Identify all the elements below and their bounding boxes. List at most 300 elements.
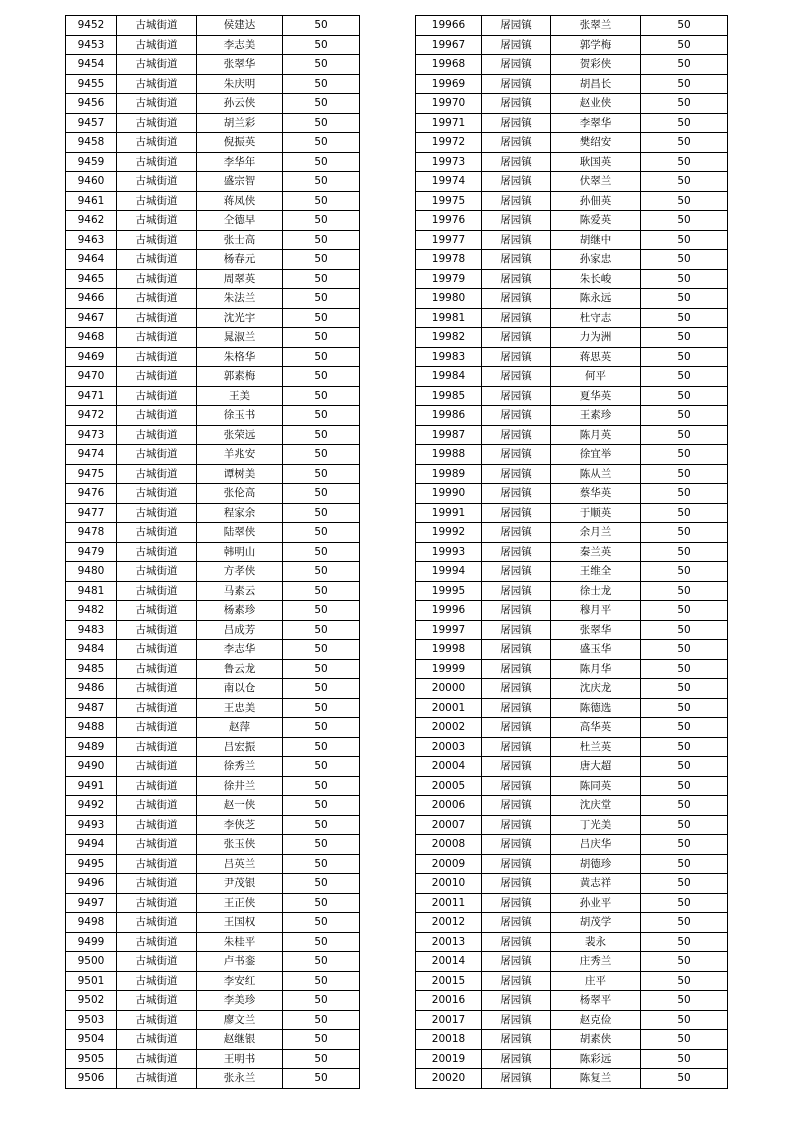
name-cell: 沈庆堂 <box>551 796 641 816</box>
row-number-cell: 9477 <box>66 503 117 523</box>
table-row <box>416 874 728 894</box>
table-row <box>66 308 360 328</box>
amount-cell: 50 <box>283 913 360 933</box>
amount-cell: 50 <box>641 328 728 348</box>
amount-cell: 50 <box>641 679 728 699</box>
row-number-cell: 19977 <box>416 230 482 250</box>
name-cell: 赵克俭 <box>551 1010 641 1030</box>
name-cell: 王美 <box>197 386 283 406</box>
area-cell: 古城街道 <box>117 328 197 348</box>
table-row <box>66 250 360 270</box>
row-number-cell: 9475 <box>66 464 117 484</box>
name-cell: 杜守志 <box>551 308 641 328</box>
area-cell: 屠园镇 <box>482 191 551 211</box>
amount-cell: 50 <box>283 718 360 738</box>
table-row <box>66 932 360 952</box>
area-cell: 屠园镇 <box>482 55 551 75</box>
table-row <box>66 74 360 94</box>
row-number-cell: 20010 <box>416 874 482 894</box>
amount-cell: 50 <box>641 893 728 913</box>
area-cell: 古城街道 <box>117 191 197 211</box>
name-cell: 伏翠兰 <box>551 172 641 192</box>
name-cell: 孙佃英 <box>551 191 641 211</box>
right-roster-body <box>416 16 728 1089</box>
row-number-cell: 19980 <box>416 289 482 309</box>
row-number-cell: 19975 <box>416 191 482 211</box>
amount-cell: 50 <box>641 523 728 543</box>
row-number-cell: 19995 <box>416 581 482 601</box>
name-cell: 张士高 <box>197 230 283 250</box>
table-row <box>416 757 728 777</box>
area-cell: 屠园镇 <box>482 35 551 55</box>
amount-cell: 50 <box>641 1069 728 1089</box>
name-cell: 朱长峻 <box>551 269 641 289</box>
table-row <box>66 113 360 133</box>
amount-cell: 50 <box>641 16 728 36</box>
row-number-cell: 19999 <box>416 659 482 679</box>
area-cell: 古城街道 <box>117 952 197 972</box>
row-number-cell: 9490 <box>66 757 117 777</box>
name-cell: 陈同英 <box>551 776 641 796</box>
name-cell: 鲁云龙 <box>197 659 283 679</box>
name-cell: 李志华 <box>197 640 283 660</box>
row-number-cell: 9499 <box>66 932 117 952</box>
table-row <box>66 35 360 55</box>
amount-cell: 50 <box>283 893 360 913</box>
area-cell: 屠园镇 <box>482 542 551 562</box>
amount-cell: 50 <box>641 386 728 406</box>
amount-cell: 50 <box>283 542 360 562</box>
left-roster-body <box>66 16 360 1089</box>
row-number-cell: 9464 <box>66 250 117 270</box>
row-number-cell: 9503 <box>66 1010 117 1030</box>
amount-cell: 50 <box>641 1010 728 1030</box>
name-cell: 张玉侠 <box>197 835 283 855</box>
table-row <box>66 737 360 757</box>
amount-cell: 50 <box>641 425 728 445</box>
table-row <box>66 367 360 387</box>
row-number-cell: 20003 <box>416 737 482 757</box>
amount-cell: 50 <box>641 211 728 231</box>
row-number-cell: 19972 <box>416 133 482 153</box>
area-cell: 屠园镇 <box>482 581 551 601</box>
area-cell: 古城街道 <box>117 347 197 367</box>
row-number-cell: 19985 <box>416 386 482 406</box>
row-number-cell: 9456 <box>66 94 117 114</box>
table-row <box>416 328 728 348</box>
row-number-cell: 9474 <box>66 445 117 465</box>
amount-cell: 50 <box>283 464 360 484</box>
row-number-cell: 20013 <box>416 932 482 952</box>
row-number-cell: 9501 <box>66 971 117 991</box>
row-number-cell: 20008 <box>416 835 482 855</box>
row-number-cell: 20020 <box>416 1069 482 1089</box>
amount-cell: 50 <box>283 406 360 426</box>
table-row <box>66 913 360 933</box>
table-row <box>416 698 728 718</box>
row-number-cell: 20000 <box>416 679 482 699</box>
name-cell: 李侠芝 <box>197 815 283 835</box>
table-row <box>416 445 728 465</box>
name-cell: 赵业侠 <box>551 94 641 114</box>
name-cell: 朱桂平 <box>197 932 283 952</box>
amount-cell: 50 <box>283 211 360 231</box>
area-cell: 古城街道 <box>117 1049 197 1069</box>
table-row <box>416 484 728 504</box>
amount-cell: 50 <box>283 952 360 972</box>
amount-cell: 50 <box>641 94 728 114</box>
area-cell: 古城街道 <box>117 35 197 55</box>
area-cell: 古城街道 <box>117 133 197 153</box>
amount-cell: 50 <box>641 874 728 894</box>
table-row <box>66 659 360 679</box>
area-cell: 古城街道 <box>117 542 197 562</box>
name-cell: 朱庆明 <box>197 74 283 94</box>
table-row <box>66 152 360 172</box>
row-number-cell: 19981 <box>416 308 482 328</box>
name-cell: 胡德珍 <box>551 854 641 874</box>
table-row <box>416 562 728 582</box>
name-cell: 张荣远 <box>197 425 283 445</box>
name-cell: 胡昌长 <box>551 74 641 94</box>
table-row <box>416 250 728 270</box>
area-cell: 古城街道 <box>117 757 197 777</box>
table-row <box>66 55 360 75</box>
table-row <box>416 55 728 75</box>
amount-cell: 50 <box>641 542 728 562</box>
table-row <box>66 464 360 484</box>
table-row <box>416 601 728 621</box>
amount-cell: 50 <box>283 698 360 718</box>
row-number-cell: 20006 <box>416 796 482 816</box>
table-row <box>66 269 360 289</box>
row-number-cell: 9502 <box>66 991 117 1011</box>
row-number-cell: 9458 <box>66 133 117 153</box>
amount-cell: 50 <box>283 1010 360 1030</box>
table-row <box>66 640 360 660</box>
table-row <box>416 620 728 640</box>
amount-cell: 50 <box>283 854 360 874</box>
name-cell: 胡兰彩 <box>197 113 283 133</box>
amount-cell: 50 <box>283 55 360 75</box>
area-cell: 屠园镇 <box>482 698 551 718</box>
table-row <box>416 737 728 757</box>
table-row <box>416 581 728 601</box>
area-cell: 古城街道 <box>117 1030 197 1050</box>
table-row <box>66 425 360 445</box>
table-row <box>416 133 728 153</box>
name-cell: 吕英兰 <box>197 854 283 874</box>
name-cell: 高华英 <box>551 718 641 738</box>
name-cell: 陆翠侠 <box>197 523 283 543</box>
name-cell: 胡素侠 <box>551 1030 641 1050</box>
amount-cell: 50 <box>641 952 728 972</box>
area-cell: 古城街道 <box>117 94 197 114</box>
row-number-cell: 9472 <box>66 406 117 426</box>
row-number-cell: 9461 <box>66 191 117 211</box>
area-cell: 古城街道 <box>117 659 197 679</box>
row-number-cell: 19994 <box>416 562 482 582</box>
area-cell: 古城街道 <box>117 815 197 835</box>
table-row <box>66 230 360 250</box>
area-cell: 古城街道 <box>117 640 197 660</box>
area-cell: 古城街道 <box>117 913 197 933</box>
area-cell: 古城街道 <box>117 484 197 504</box>
table-row <box>66 698 360 718</box>
area-cell: 古城街道 <box>117 893 197 913</box>
amount-cell: 50 <box>283 776 360 796</box>
amount-cell: 50 <box>641 562 728 582</box>
row-number-cell: 9489 <box>66 737 117 757</box>
area-cell: 古城街道 <box>117 445 197 465</box>
area-cell: 古城街道 <box>117 562 197 582</box>
amount-cell: 50 <box>283 835 360 855</box>
amount-cell: 50 <box>641 35 728 55</box>
table-row <box>66 406 360 426</box>
area-cell: 古城街道 <box>117 776 197 796</box>
area-cell: 古城街道 <box>117 971 197 991</box>
row-number-cell: 20019 <box>416 1049 482 1069</box>
amount-cell: 50 <box>283 581 360 601</box>
name-cell: 李志美 <box>197 35 283 55</box>
row-number-cell: 19993 <box>416 542 482 562</box>
name-cell: 徐士龙 <box>551 581 641 601</box>
table-row <box>416 835 728 855</box>
area-cell: 屠园镇 <box>482 874 551 894</box>
row-number-cell: 20012 <box>416 913 482 933</box>
amount-cell: 50 <box>283 874 360 894</box>
table-row <box>66 952 360 972</box>
row-number-cell: 19976 <box>416 211 482 231</box>
area-cell: 屠园镇 <box>482 1030 551 1050</box>
table-row <box>416 523 728 543</box>
table-row <box>66 874 360 894</box>
amount-cell: 50 <box>641 620 728 640</box>
area-cell: 古城街道 <box>117 230 197 250</box>
amount-cell: 50 <box>283 796 360 816</box>
name-cell: 朱格华 <box>197 347 283 367</box>
row-number-cell: 9497 <box>66 893 117 913</box>
table-row <box>416 308 728 328</box>
table-row <box>66 289 360 309</box>
table-row <box>66 620 360 640</box>
row-number-cell: 9481 <box>66 581 117 601</box>
table-row <box>66 1010 360 1030</box>
table-row <box>66 679 360 699</box>
table-row <box>66 971 360 991</box>
table-row <box>416 191 728 211</box>
area-cell: 屠园镇 <box>482 640 551 660</box>
amount-cell: 50 <box>283 230 360 250</box>
amount-cell: 50 <box>641 55 728 75</box>
name-cell: 张伦高 <box>197 484 283 504</box>
table-row <box>416 1010 728 1030</box>
table-row <box>416 152 728 172</box>
area-cell: 屠园镇 <box>482 211 551 231</box>
table-row <box>66 796 360 816</box>
area-cell: 古城街道 <box>117 55 197 75</box>
amount-cell: 50 <box>283 971 360 991</box>
amount-cell: 50 <box>641 172 728 192</box>
area-cell: 屠园镇 <box>482 991 551 1011</box>
name-cell: 力为洲 <box>551 328 641 348</box>
name-cell: 李翠华 <box>551 113 641 133</box>
amount-cell: 50 <box>641 464 728 484</box>
row-number-cell: 19986 <box>416 406 482 426</box>
area-cell: 屠园镇 <box>482 562 551 582</box>
name-cell: 沈光宇 <box>197 308 283 328</box>
row-number-cell: 9459 <box>66 152 117 172</box>
name-cell: 羊兆安 <box>197 445 283 465</box>
row-number-cell: 19969 <box>416 74 482 94</box>
table-row <box>416 1069 728 1089</box>
table-row <box>416 815 728 835</box>
name-cell: 赵萍 <box>197 718 283 738</box>
amount-cell: 50 <box>641 776 728 796</box>
name-cell: 吕成芳 <box>197 620 283 640</box>
area-cell: 屠园镇 <box>482 308 551 328</box>
row-number-cell: 9493 <box>66 815 117 835</box>
area-cell: 古城街道 <box>117 113 197 133</box>
table-row <box>66 523 360 543</box>
name-cell: 于顺英 <box>551 503 641 523</box>
name-cell: 廖文兰 <box>197 1010 283 1030</box>
area-cell: 古城街道 <box>117 289 197 309</box>
amount-cell: 50 <box>641 152 728 172</box>
row-number-cell: 9496 <box>66 874 117 894</box>
name-cell: 徐井兰 <box>197 776 283 796</box>
area-cell: 屠园镇 <box>482 1049 551 1069</box>
amount-cell: 50 <box>641 230 728 250</box>
row-number-cell: 9492 <box>66 796 117 816</box>
area-cell: 古城街道 <box>117 1069 197 1089</box>
row-number-cell: 19979 <box>416 269 482 289</box>
row-number-cell: 9476 <box>66 484 117 504</box>
row-number-cell: 20009 <box>416 854 482 874</box>
table-row <box>416 542 728 562</box>
amount-cell: 50 <box>641 698 728 718</box>
row-number-cell: 9455 <box>66 74 117 94</box>
amount-cell: 50 <box>283 74 360 94</box>
row-number-cell: 9468 <box>66 328 117 348</box>
table-row <box>416 289 728 309</box>
name-cell: 陈月英 <box>551 425 641 445</box>
name-cell: 沈庆龙 <box>551 679 641 699</box>
name-cell: 蒋凤侠 <box>197 191 283 211</box>
row-number-cell: 9462 <box>66 211 117 231</box>
area-cell: 古城街道 <box>117 796 197 816</box>
amount-cell: 50 <box>641 835 728 855</box>
row-number-cell: 9473 <box>66 425 117 445</box>
area-cell: 古城街道 <box>117 932 197 952</box>
table-row <box>66 211 360 231</box>
area-cell: 古城街道 <box>117 835 197 855</box>
area-cell: 古城街道 <box>117 16 197 36</box>
amount-cell: 50 <box>283 620 360 640</box>
name-cell: 盛宗智 <box>197 172 283 192</box>
area-cell: 古城街道 <box>117 601 197 621</box>
name-cell: 杜兰英 <box>551 737 641 757</box>
name-cell: 蒋思英 <box>551 347 641 367</box>
name-cell: 倪振英 <box>197 133 283 153</box>
area-cell: 屠园镇 <box>482 1069 551 1089</box>
table-row <box>416 932 728 952</box>
name-cell: 陈爱英 <box>551 211 641 231</box>
area-cell: 屠园镇 <box>482 835 551 855</box>
table-row <box>416 269 728 289</box>
amount-cell: 50 <box>641 659 728 679</box>
table-row <box>416 16 728 36</box>
row-number-cell: 9471 <box>66 386 117 406</box>
table-row <box>416 1049 728 1069</box>
name-cell: 李华年 <box>197 152 283 172</box>
area-cell: 古城街道 <box>117 854 197 874</box>
name-cell: 杨素珍 <box>197 601 283 621</box>
row-number-cell: 19966 <box>416 16 482 36</box>
row-number-cell: 9453 <box>66 35 117 55</box>
table-row <box>416 991 728 1011</box>
row-number-cell: 9506 <box>66 1069 117 1089</box>
area-cell: 屠园镇 <box>482 172 551 192</box>
table-row <box>66 484 360 504</box>
area-cell: 屠园镇 <box>482 425 551 445</box>
row-number-cell: 20014 <box>416 952 482 972</box>
row-number-cell: 19991 <box>416 503 482 523</box>
row-number-cell: 9483 <box>66 620 117 640</box>
name-cell: 赵继银 <box>197 1030 283 1050</box>
name-cell: 夏华英 <box>551 386 641 406</box>
name-cell: 徐秀兰 <box>197 757 283 777</box>
table-row <box>66 854 360 874</box>
amount-cell: 50 <box>641 971 728 991</box>
name-cell: 卢书銮 <box>197 952 283 972</box>
name-cell: 陈从兰 <box>551 464 641 484</box>
row-number-cell: 9504 <box>66 1030 117 1050</box>
amount-cell: 50 <box>283 16 360 36</box>
amount-cell: 50 <box>641 913 728 933</box>
name-cell: 南以仓 <box>197 679 283 699</box>
name-cell: 王正侠 <box>197 893 283 913</box>
area-cell: 屠园镇 <box>482 679 551 699</box>
amount-cell: 50 <box>283 269 360 289</box>
area-cell: 屠园镇 <box>482 133 551 153</box>
table-row <box>66 328 360 348</box>
amount-cell: 50 <box>641 737 728 757</box>
amount-cell: 50 <box>641 854 728 874</box>
amount-cell: 50 <box>641 250 728 270</box>
row-number-cell: 20017 <box>416 1010 482 1030</box>
name-cell: 王明书 <box>197 1049 283 1069</box>
area-cell: 屠园镇 <box>482 94 551 114</box>
amount-cell: 50 <box>641 74 728 94</box>
table-row <box>416 464 728 484</box>
table-row <box>416 347 728 367</box>
name-cell: 马素云 <box>197 581 283 601</box>
table-row <box>416 367 728 387</box>
name-cell: 郭素梅 <box>197 367 283 387</box>
area-cell: 古城街道 <box>117 737 197 757</box>
row-number-cell: 19967 <box>416 35 482 55</box>
table-row <box>66 718 360 738</box>
amount-cell: 50 <box>283 386 360 406</box>
area-cell: 古城街道 <box>117 406 197 426</box>
table-row <box>416 503 728 523</box>
area-cell: 古城街道 <box>117 464 197 484</box>
amount-cell: 50 <box>641 406 728 426</box>
row-number-cell: 20007 <box>416 815 482 835</box>
area-cell: 屠园镇 <box>482 659 551 679</box>
area-cell: 古城街道 <box>117 74 197 94</box>
